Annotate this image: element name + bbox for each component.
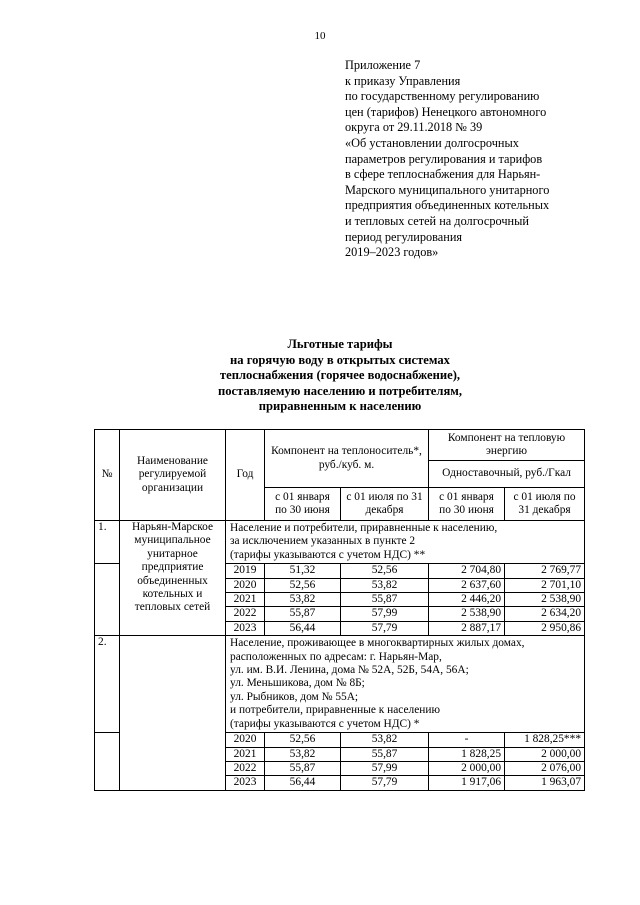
carrier-h2-cell: 57,99 bbox=[341, 607, 429, 621]
energy-h2-cell: 2 538,90 bbox=[505, 593, 585, 607]
header-carrier-h2: с 01 июля по 31 декабря bbox=[341, 488, 429, 521]
header-year: Год bbox=[226, 430, 265, 521]
header-organization: Наименование регулируемой организации bbox=[120, 430, 226, 521]
carrier-h1-cell: 55,87 bbox=[265, 761, 341, 775]
energy-h1-cell: 2 704,80 bbox=[429, 564, 505, 578]
appendix-line: 2019–2023 годов» bbox=[345, 245, 439, 260]
appendix-line: по государственному регулированию bbox=[345, 89, 540, 104]
energy-h2-cell: 2 769,77 bbox=[505, 564, 585, 578]
title-line: Льготные тарифы bbox=[287, 337, 393, 351]
energy-h2-cell: 1 828,25*** bbox=[505, 733, 585, 747]
energy-h1-cell: 1 917,06 bbox=[429, 776, 505, 790]
year-cell: 2020 bbox=[226, 578, 265, 592]
number-cell-empty bbox=[95, 733, 120, 791]
carrier-h1-cell: 52,56 bbox=[265, 578, 341, 592]
carrier-h1-cell: 55,87 bbox=[265, 607, 341, 621]
group-description-line: Население и потребители, приравненные к населению, bbox=[230, 522, 498, 534]
group-description bbox=[226, 521, 585, 564]
energy-h1-cell: 2 637,60 bbox=[429, 578, 505, 592]
group-number: 2. bbox=[95, 636, 120, 733]
energy-h2-cell: 2 950,86 bbox=[505, 621, 585, 635]
year-cell: 2023 bbox=[226, 621, 265, 635]
document-title bbox=[80, 337, 600, 415]
year-cell: 2019 bbox=[226, 564, 265, 578]
appendix-line: и тепловых сетей на долгосрочный bbox=[345, 213, 529, 228]
header-carrier-component: Компонент на теплоноситель*, руб./куб. м. bbox=[265, 430, 429, 488]
appendix-line: к приказу Управления bbox=[345, 73, 461, 88]
group-description-line: ул. им. В.И. Ленина, дома № 52А, 52Б, 54А, 56А; bbox=[230, 664, 469, 677]
appendix-line: цен (тарифов) Ненецкого автономного bbox=[345, 104, 547, 119]
group-description-line: расположенных по адресам: г. Нарьян-Мар, bbox=[230, 650, 442, 663]
page-number: 10 bbox=[314, 30, 326, 42]
group-description-line: ул. Рыбников, дом № 55А; bbox=[230, 690, 359, 703]
appendix-line: Приложение 7 bbox=[345, 58, 421, 72]
carrier-h2-cell: 53,82 bbox=[341, 578, 429, 592]
carrier-h2-cell: 53,82 bbox=[341, 733, 429, 747]
appendix-line: в сфере теплоснабжения для Нарьян- bbox=[345, 167, 541, 182]
carrier-h1-cell: 56,44 bbox=[265, 621, 341, 635]
header-energy-h1: с 01 января по 30 июня bbox=[429, 488, 505, 521]
energy-h2-cell: 2 701,10 bbox=[505, 578, 585, 592]
carrier-h2-cell: 57,79 bbox=[341, 776, 429, 790]
carrier-h2-cell: 52,56 bbox=[341, 564, 429, 578]
energy-h2-cell: 2 076,00 bbox=[505, 761, 585, 775]
energy-h1-cell: 1 828,25 bbox=[429, 747, 505, 761]
appendix-line: «Об установлении долгосрочных bbox=[345, 135, 519, 150]
appendix-line: предприятия объединенных котельных bbox=[345, 198, 550, 213]
year-cell: 2021 bbox=[226, 747, 265, 761]
carrier-h1-cell: 52,56 bbox=[265, 733, 341, 747]
appendix-line: Марского муниципального унитарного bbox=[345, 182, 550, 197]
energy-h1-cell: 2 000,00 bbox=[429, 761, 505, 775]
energy-h2-cell: 1 963,07 bbox=[505, 776, 585, 790]
energy-h1-cell: 2 446,20 bbox=[429, 593, 505, 607]
carrier-h2-cell: 57,99 bbox=[341, 761, 429, 775]
group-description bbox=[226, 636, 585, 733]
energy-h2-cell: 2 634,20 bbox=[505, 607, 585, 621]
header-carrier-h1: с 01 января по 30 июня bbox=[265, 488, 341, 521]
header-single-rate: Одноставочный, руб./Гкал bbox=[429, 461, 585, 488]
carrier-h1-cell: 56,44 bbox=[265, 776, 341, 790]
title-line: поставляемую населению и потребителям, bbox=[217, 383, 463, 398]
header-energy-h2: с 01 июля по 31 декабря bbox=[505, 488, 585, 521]
appendix-block bbox=[345, 58, 607, 261]
energy-h1-cell: 2 538,90 bbox=[429, 607, 505, 621]
group-description-line: (тарифы указываются с учетом НДС) * bbox=[230, 717, 420, 730]
group-description-line: (тарифы указываются с учетом НДС) ** bbox=[230, 548, 426, 561]
group-number: 1. bbox=[95, 521, 120, 564]
year-cell: 2021 bbox=[226, 593, 265, 607]
group-description-line: и потребители, приравненные к населению bbox=[230, 704, 440, 717]
number-cell-empty bbox=[95, 564, 120, 636]
title-line: на горячую воду в открытых системах bbox=[230, 352, 450, 367]
group-description-line: Население, проживающее в многоквартирных жилых домах, bbox=[230, 637, 525, 650]
carrier-h2-cell: 55,87 bbox=[341, 593, 429, 607]
tariffs-table bbox=[94, 429, 585, 791]
carrier-h1-cell: 51,32 bbox=[265, 564, 341, 578]
group-description-line: ул. Меньшикова, дом № 8Б; bbox=[230, 677, 365, 690]
carrier-h1-cell: 53,82 bbox=[265, 747, 341, 761]
title-line: теплоснабжения (горячее водоснабжение), bbox=[219, 368, 461, 383]
group-description-line: за исключением указанных в пункте 2 bbox=[230, 535, 416, 548]
energy-h1-cell: 2 887,17 bbox=[429, 621, 505, 635]
carrier-h1-cell: 53,82 bbox=[265, 593, 341, 607]
organization-cell-empty bbox=[120, 636, 226, 790]
year-cell: 2023 bbox=[226, 776, 265, 790]
year-cell: 2020 bbox=[226, 733, 265, 747]
energy-h2-cell: 2 000,00 bbox=[505, 747, 585, 761]
year-cell: 2022 bbox=[226, 761, 265, 775]
appendix-line: период регулирования bbox=[345, 229, 463, 244]
title-line: приравненным к населению bbox=[258, 399, 422, 414]
header-number: № bbox=[95, 430, 120, 521]
header-energy-component: Компонент на тепловую энергию bbox=[429, 430, 585, 461]
carrier-h2-cell: 57,79 bbox=[341, 621, 429, 635]
organization-name: Нарьян-Марское муниципальное унитарное предприятие объединенных котельных и тепловых сетей bbox=[120, 521, 226, 636]
energy-h1-cell: - bbox=[429, 733, 505, 747]
carrier-h2-cell: 55,87 bbox=[341, 747, 429, 761]
appendix-line: параметров регулирования и тарифов bbox=[345, 151, 543, 166]
appendix-line: округа от 29.11.2018 № 39 bbox=[345, 120, 483, 135]
year-cell: 2022 bbox=[226, 607, 265, 621]
